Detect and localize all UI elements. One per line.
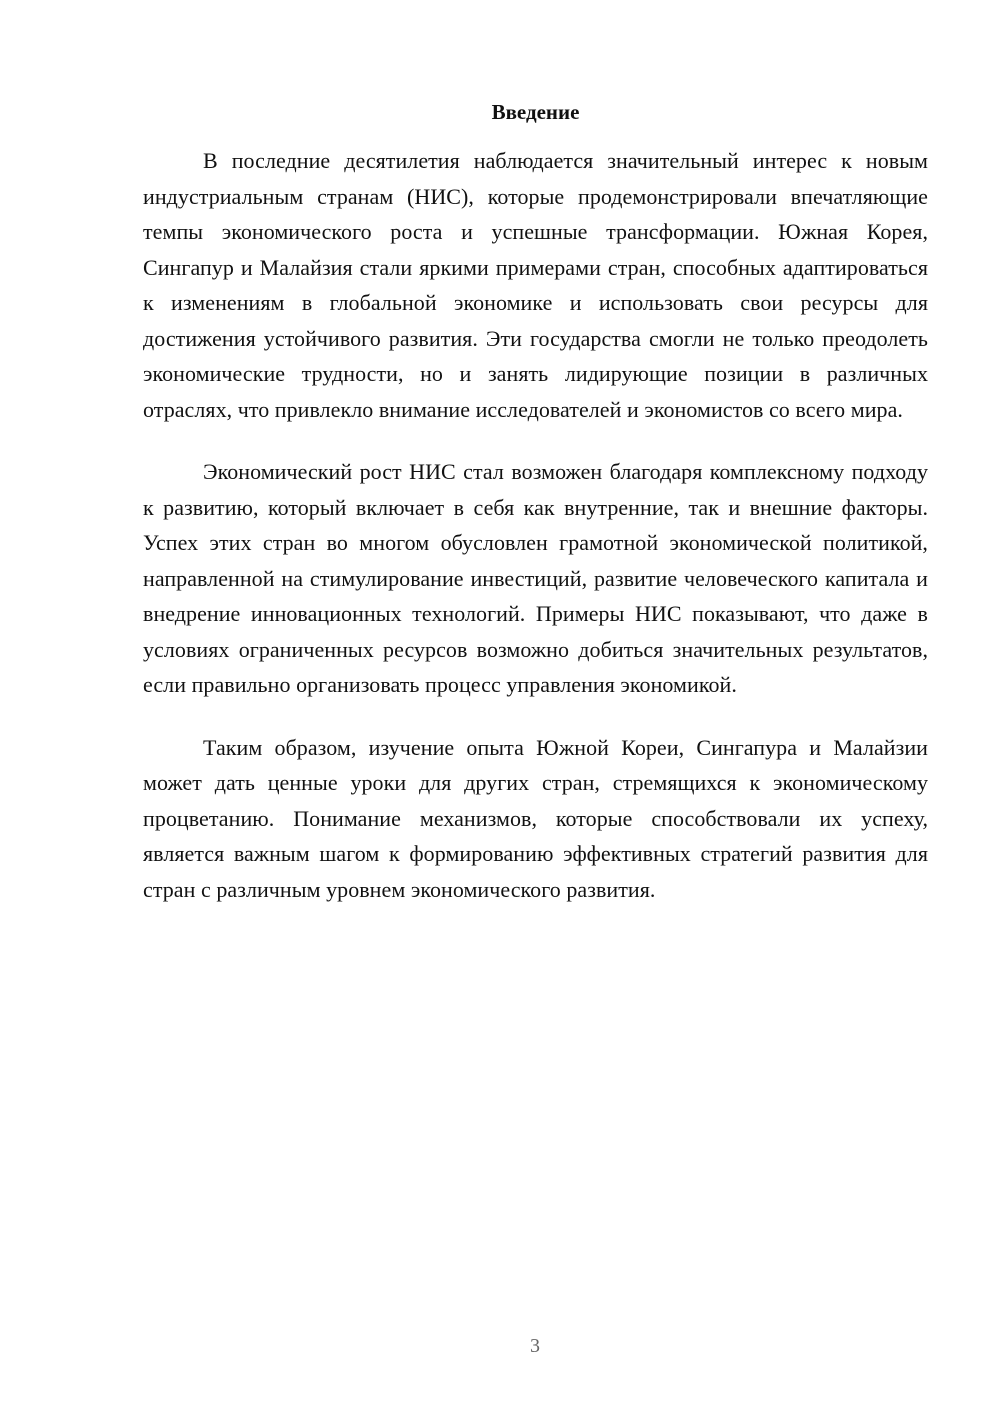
paragraph-3: Таким образом, изучение опыта Южной Кореи, Сингапура и Малайзии может дать ценные уроки для других стран, стремящихся к экономическому процветанию. Понимание механизмов, которые способствовали их успеху, является важным шагом к формированию эффективных стратегий развития для стран с различным уровнем экономического развития. bbox=[143, 734, 928, 902]
page-number: 3 bbox=[530, 1335, 540, 1357]
section-title: Введение bbox=[491, 100, 580, 124]
paragraph-1: В последние десятилетия наблюдается значительный интерес к новым индустриальным странам (НИС), которые продемонстрировали впечатляющие темпы экономического роста и успешные трансформации. Южная Корея, Сингапур и Малайзия стали яркими примерами стран, способных адаптироваться к изменениям в глобальной экономике и использовать свои ресурсы для достижения устойчивого развития. Эти государства смогли не только преодолеть экономические трудности, но и занять лидирующие позиции в различных отраслях, что привлекло внимание исследователей и экономистов со всего мира. bbox=[143, 148, 928, 422]
body-text bbox=[143, 143, 928, 934]
paragraph-2: Экономический рост НИС стал возможен благодаря комплексному подходу к развитию, который включает в себя как внутренние, так и внешние факторы. Успех этих стран во многом обусловлен грамотной экономической политикой, направленной на стимулирование инвестиций, развитие человеческого капитала и внедрение инновационных технологий. Примеры НИС показывают, что даже в условиях ограниченных ресурсов возможно добиться значительных результатов, если правильно организовать процесс управления экономикой. bbox=[143, 459, 928, 697]
